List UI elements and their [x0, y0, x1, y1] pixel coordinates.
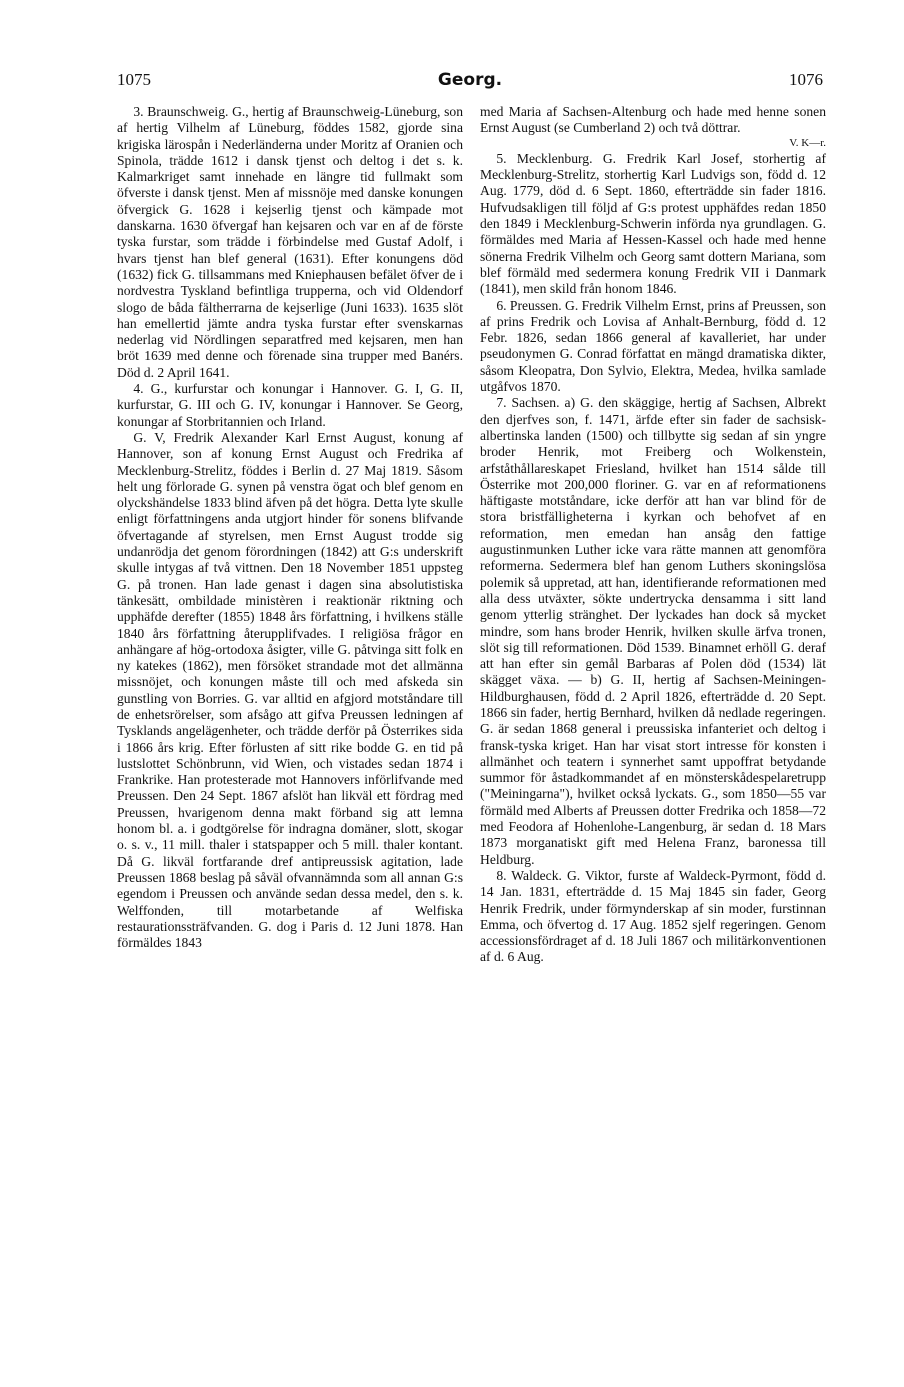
page-header [117, 70, 823, 96]
right-column [480, 104, 826, 966]
entry-braunschweig: 3. Braunschweig. G., hertig af Braunschweig-Lüneburg, son af hertig Vilhelm af Lüneburg, föddes 1582, gjorde sina krigiska lärospån i Nederländerna under Moritz af Oranien och Spinola, trädde 1612 i dansk tjenst och deltog i det s. k. Kalmarkriget samt innehade en längre tid fullmakt som öfverste i dansk tjenst. Men af missnöje med danske konungen öfvergick G. 1628 i kejserlig tjenst och kämpade mot danskarna. 1630 öfvergaf han kejsaren och var en af de förste tyska furstar, som trädde i förbindelse med Gustaf Adolf, i hvars tjenst han blef general (1631). Efter konungens död (1632) fick G. tillsammans med Kniephausen befälet öfver de i nordvestra Tyskland befintliga trupperna, och vid Oldendorf slogo de båda fältherrarna de kejserlige (Juni 1633). 1635 slöt han emellertid jämte andra tyska furstar efter svenskarnas nederlag vid Nördlingen separatfred med kejsaren, men han bröt 1639 med denne och förenade sina trupper med Banérs. Död d. 2 April 1641. [117, 104, 463, 380]
page-number-left: 1075 [117, 70, 151, 89]
entry-waldeck: 8. Waldeck. G. Viktor, furste af Waldeck-Pyrmont, född d. 14 Jan. 1831, efterträdde d. 15 Maj 1845 sin fader, Georg Henrik Fredrik, under förmynderskap af sin moder, furstinnan Emma, och öfvertog d. 17 Aug. 1852 sjelf regeringen. Genom accessionsfördraget af d. 18 Juli 1867 och militärkonventionen af d. 6 Aug. [480, 867, 826, 965]
entry-mecklenburg: 5. Mecklenburg. G. Fredrik Karl Josef, storhertig af Mecklenburg-Strelitz, storhertig Karl Ludvigs son, född d. 12 Aug. 1779, död d. 6 Sept. 1860, efterträdde sin fader 1816. Hufvudsakligen till följd af G:s protest upphäfdes redan 1850 den 1849 i Mecklenburg-Schwerin införda nya grundlagen. G. förmäldes med Maria af Hessen-Kassel och hade med henne sönerna Fredrik Vilhelm och Georg samt dottern Mariana, som blef förmäld med sedermera konung Fredrik VII i Danmark (1841), men skild från honom 1846. [480, 150, 826, 297]
author-signature: V. K—r. [789, 136, 826, 149]
entry-hannover-georg-v: G. V, Fredrik Alexander Karl Ernst August, konung af Hannover, son af konung Ernst August och Fredrika af Mecklenburg-Strelitz, föddes i Berlin d. 27 Maj 1819. Såsom helt ung förlorade G. synen på venstra ögat och blef genom en olyckshändelse 1833 blind äfven på det högra. Detta lyte skulle enligt författningens anda utgjort hinder för sonens blifvande öfvertagande af styrelsen, men Ernst August trodde sig undanrödja det genom förordningen (1842) att G:s underskrift skulle intygas af två vittnen. Den 18 November 1851 uppsteg G. på tronen. Han lade genast i dagen sina absolutistiska tänkesätt, ombildade ministèren i reaktionär riktning och upphäfde derefter (1855) 1848 års författning, i hvilkens ställe 1840 års författning återupplifvades. I religiösa frågor en anhängare af hög-ortodoxa åsigter, ville G. påtvinga sitt folk en ny katekes (1862), men försöket strandade mot det allmänna missnöjet, och konungen måste till och med afskeda sin gunstling von Borries. G. var alltid en afgjord motståndare till de enhetsrörelser, som afsågo att gifva Preussen ledningen af Tysklands angelägenheter, och trädde derför på Österrikes sida i 1866 års krig. Efter förlusten af sitt rike bodde G. en tid på lustslottet Schönbrunn, vid Wien, och vistades sedan 1874 i Frankrike. Han protesterade mot Hannovers införlifvande med Preussen. Den 24 Sept. 1867 afslöt han likväl ett fördrag med Preussen, hvarigenom denna makt förband sig att lemna honom bl. a. i godtgörelse för indragna domäner, slott, skogar o. s. v., 11 mill. thaler i statspapper och 5 mill. thaler kontant. Då G. likväl fortfarande dref antipreussisk agitation, lade Preussen 1868 beslag på såväl ofvannämnda som all annan G:s egendom i Preussen och använde sedan dessa medel, den s. k. Welffonden, till motarbetande af Welfiska restaurationssträfvanden. G. dog i Paris d. 12 Juni 1878. Han förmäldes 1843 [117, 429, 463, 951]
left-column [117, 104, 463, 951]
entry-sachsen: 7. Sachsen. a) G. den skäggige, hertig af Sachsen, Albrekt den djerfves son, f. 1471, ärfde efter sin fader de sachsisk-albertinska landen (1500) och tillbytte sig sedan af sin yngre broder Henrik, mot Freiberg och Wolkenstein, arfståthållareskapet Friesland, hvilket han 1514 sålde till Österrike mot 200,000 floriner. G. var en af reformationens häftigaste motståndare, icke derför att han var blind för de stora bristfälligheterna i kyrkan och behofvet af en reformation, men emedan han ansåg den fattige augustinmunken Luther icke vara rätte mannen att genomföra reformerna. Sedermera blef han genom Luthers skoningslösa polemik så uppretad, att han, identifierande reformationen med alla dess utväxter, sökte undertrycka densamma i sitt land genom ytterlig stränghet. Der lyckades han dock så mycket mindre, som hans broder Henrik, hvilken skulle ärfva tronen, slöt sig till reformationen. Död 1539. Binamnet erhöll G. deraf att han efter sin gemål Barbaras af Polen död (1534) lät skägget växa. — b) G. II, hertig af Sachsen-Meiningen-Hildburghausen, född d. 2 April 1826, efterträdde d. 20 Sept. 1866 sin fader, hertig Bernhard, hvilken då nedlade regeringen. G. är sedan 1868 general i preussiska infanteriet och deltog i fransk-tyska kriget. Han har visat stort intresse för konsten i allmänhet och teatern i synnerhet samt uppoffrat betydande summor för åstadkommandet af en mönsterskådespelaretrupp ("Meiningarna"), hvilket också lyckats. G., som 1850—55 var förmäld med Alberts af Preussen dotter Fredrika och 1858—72 med Feodora af Hohenlohe-Langenburg, är sedan d. 18 Mars 1873 morganatiskt gift med Helena Franz, baronessa till Heldburg. [480, 395, 826, 867]
entry-continuation: med Maria af Sachsen-Altenburg och hade med henne sonen Ernst August (se Cumberland 2) och två döttrar. [480, 104, 826, 136]
entry-preussen: 6. Preussen. G. Fredrik Vilhelm Ernst, prins af Preussen, son af prins Fredrik och Lovisa af Anhalt-Bernburg, född d. 12 Febr. 1826, sedan 1866 general af kavalleriet, har under pseudonymen G. Conrad författat en mängd dramatiska dikter, såsom Kleopatra, Don Sylvio, Elektra, Medea, hvilka samlade utgåfvos 1870. [480, 297, 826, 395]
entry-hannover: 4. G., kurfurstar och konungar i Hannover. G. I, G. II, kurfurstar, G. III och G. IV, konungar i Hannover. Se Georg, konungar af Storbritannien och Irland. [117, 381, 463, 429]
running-headword: Georg. [437, 70, 503, 90]
page-number-right: 1076 [789, 70, 823, 89]
